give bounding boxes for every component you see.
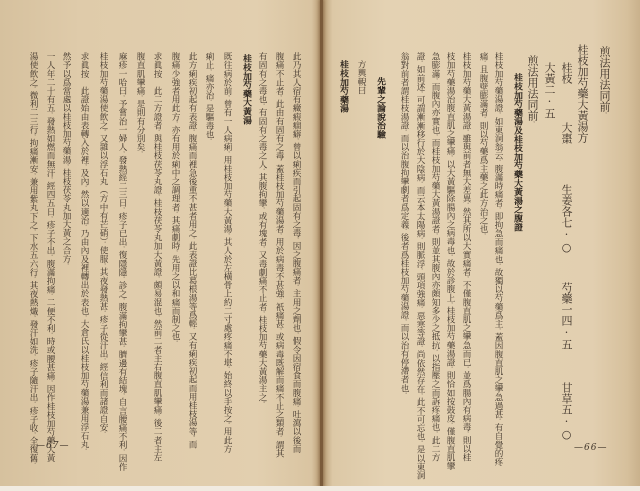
ingredient-dahuang: 大黃二·五	[543, 62, 556, 119]
entry-heading: 桂枝加芍藥湯	[338, 60, 348, 113]
body-column: 證。如前述。可謂漸漸移行於大陰病。而云本太陽病。則脈浮。頭項強痛。惡寒等證。尚依然存在。此不可忘也。是以東洞	[415, 52, 425, 480]
body-column: 麻疹一哈曰。予嘗治一婦人。發熱經二三日。疹子已出。復隱隱。診之。腹滿拘攣甚。臍邊有結塊。自言腰痛不利。因作	[117, 52, 127, 471]
prep-note-2: 煎法用法同前。	[526, 55, 539, 126]
page-number-right: —66—	[574, 443, 608, 453]
subheading-precedents: 先輩之論說治驗	[375, 77, 385, 139]
body-column: 桂枝加芍藥湯使飲之。又雜以浮石丸（方中有芒硝）。使服。其夜發熱甚。疹子從汗出。經信利而諸證自安。	[98, 52, 108, 436]
section-heading: 桂枝加芍藥湯及桂枝加芍藥大黃湯之腹證	[512, 73, 522, 232]
body-column: 腹直肌攣痛。是則有分別矣。	[135, 52, 145, 156]
body-column: 急膨滿。而腹內亦實也。而桂枝加芍藥大黃湯證者。則並其腹內亦頗知多少之抵抗。以指壓之而訴疼痛也。此二方	[430, 52, 440, 462]
body-column: 痛。且腹壁膨滿者。則以芍藥爲主藥之此方治之也。	[478, 52, 488, 238]
body-column: 枝加芍藥湯治腹直肌之攣痛。以大黃驅除腸內之病毒也。故於診腹上。桂枝加芍藥湯證。則恰如按鼓皮。僅腹直肌攣	[445, 52, 455, 471]
ingredient-shaoyao: 芍藥一四·五	[560, 282, 573, 350]
page-number-left: —67—	[36, 441, 70, 451]
body-column: 求眞按 此證始由表轉入於裡。及內。然以適治。乃由內及裡轉出於表也。大倉氏以桂枝加芍藥湯兼用浮石丸。	[79, 52, 89, 453]
body-column: 桂枝加芍藥湯證。如東洞翁云。腹滿時痛者。即拘急而痛也。故獨以芍藥爲主。蓋因腹直肌之攣急過甚。有自覺的疼	[493, 52, 503, 467]
body-column: 既往病於前。曾有一人病痢。用桂枝加芍藥大黃湯。其人於左橫骨上約二寸處疼痛不堪。始終以手按之。用此方	[222, 52, 232, 453]
body-column: 此乃其人宿有癥瘕痼癖。曾以痢疾而引起固有之毒。因之腹痛者。主用之劑也。假令因宿食而腹痛。吐瀉以後而	[291, 52, 301, 453]
ingredient-gancao: 甘草五·○	[560, 382, 573, 441]
book-gutter	[320, 0, 323, 486]
formula-title: 桂枝加芍藥大黃湯方	[576, 44, 589, 143]
entry-heading: 桂枝加芍藥大黃湯	[241, 54, 251, 125]
body-column: 翁對前者謂桂枝湯證。而以治腹拘攣劇者爲定義。後者爲桂枝加芍藥湯證。而以治有停滯者也。	[399, 52, 409, 397]
ingredient-dazao: 大棗	[560, 122, 573, 144]
ingredient-guizhi: 桂枝	[560, 62, 573, 84]
body-column: 有固有之毒也。有固有之毒之人。其腹拘攣。或有塊者。又毒劇痛不止者。桂枝加芍藥大黃湯主之。	[257, 52, 267, 406]
body-column: 桂枝加芍藥大黃湯證。雖與前者無大差異。然其所以大實痛者。不僅腹直肌之攣急而已。並爲腸內有病毒。則以桂	[461, 52, 471, 462]
prep-note-1: 煎法用法同前。	[598, 46, 611, 117]
citation-source: 方輿輗曰	[356, 60, 366, 95]
body-column: 腹痛少強者用此方。亦有用於痢中之調理者。其痛劇時。先用之以和痛而制之也。	[170, 52, 180, 346]
body-column: 此方痢疾初起有表證。腹痛而裡急後重不甚者用之。此表證比葛根湯等爲輕。又有痢疾初起而用桂枝湯等。而	[187, 52, 197, 449]
body-column: 痢止。痛亦治。是驅毒也。	[204, 52, 214, 143]
body-column: 腹痛不止者。此由有固有之毒。蓋桂枝加芍藥湯者。用於病毒不甚強。祇痛甚。或病毒既解而痛不止之類者。謂其	[274, 52, 284, 458]
scan-bottom-edge	[0, 486, 640, 491]
body-column: 湯使飲之。微利二三行。拘痛漸安。兼用紫丸下之。下水五六行。其夜熱熾。發汗如洗。疹子隨汗出。疹子收。全復舊。	[28, 52, 38, 467]
body-column: 然予以爲當處以桂枝加芍藥湯。桂枝茯苓丸加大黃之合方。	[61, 52, 71, 268]
body-column: 一人年二十有五。發熱如燃而無汗。經四五日。疹子不出。腹滿拘痛。二便不利。時或腰甚痛。因作桂枝加芍藥大黃	[45, 52, 55, 462]
body-column: 求眞按 此二方證者。與桂枝茯苓丸證。桂枝茯苓丸加大黃證。頗易混也。然前二者主右腹直肌攣痛。後二者主左	[152, 52, 162, 462]
ingredient-shengjiang: 生姜各七·○	[560, 184, 573, 254]
